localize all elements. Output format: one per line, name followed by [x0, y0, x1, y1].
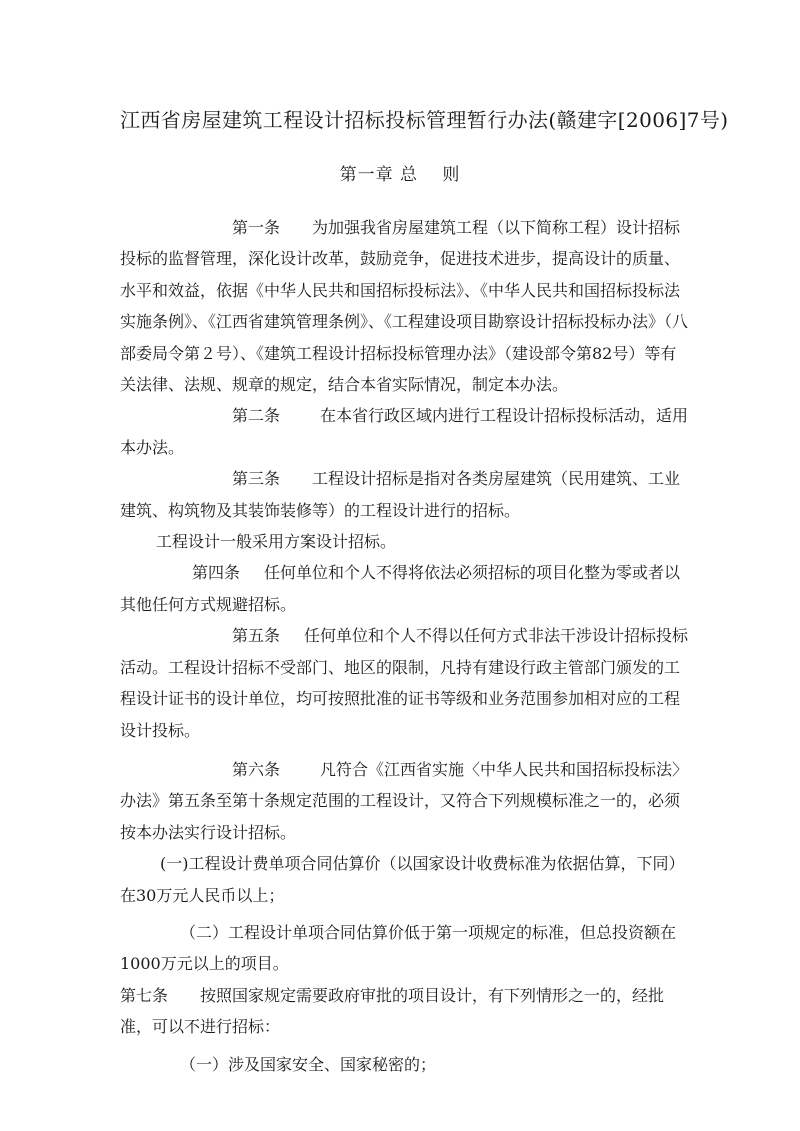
article-7 — [120, 980, 690, 1043]
article-number: 第七条 — [120, 985, 169, 1005]
list-item-text: (一)工程设计费单项合同估算价（以国家设计收费标准为依据估算，下同）在30万元人民币以上； — [120, 854, 685, 905]
paragraph-text: 工程设计一般采用方案设计招标。 — [156, 532, 397, 552]
article-text: 按照国家规定需要政府审批的项目设计，有下列情形之一的，经批准，可以不进行招标： — [120, 985, 665, 1037]
article-6 — [120, 754, 690, 848]
article-number: 第五条 — [232, 626, 281, 646]
paragraph-plain — [120, 526, 690, 557]
list-item-text: （二）工程设计单项合同估算价低于第一项规定的标准，但总投资额在1000万元以上的项目。 — [120, 922, 677, 974]
article-number: 第四条 — [192, 563, 241, 583]
article-number: 第二条 — [232, 406, 281, 426]
list-item-3 — [120, 1049, 690, 1080]
article-text: 工程设计招标是指对各类房屋建筑（民用建筑、工业建筑、构筑物及其装饰装修等）的工程设计进行的招标。 — [120, 469, 681, 520]
article-1 — [120, 212, 690, 400]
article-text: 在本省行政区域内进行工程设计招标投标活动，适用本办法。 — [120, 406, 689, 457]
article-5 — [120, 620, 690, 746]
list-item-2 — [120, 917, 690, 980]
article-number: 第三条 — [232, 469, 281, 489]
article-text: 为加强我省房屋建筑工程（以下简称工程）设计招标投标的监督管理，深化设计改革，鼓励竞争，促进技术进步，提高设计的质量、水平和效益，依据《中华人民共和国招标投标法》、《中华人民共和国招标投标法实施条例》、《江西省建筑管理条例》、《工程建设项目勘察设计招标投标办法》（八部委局令第２号）、《建筑工程设计招标投标管理办法》（建设部令第82号）等有关法律、法规、规章的规定，结合本省实际情况，制定本办法。 — [120, 218, 689, 395]
list-item-1 — [120, 848, 690, 911]
article-3 — [120, 463, 690, 526]
article-2 — [120, 400, 690, 463]
document-title: 江西省房屋建筑工程设计招标投标管理暂行办法(赣建字[2006]7号) — [120, 108, 729, 132]
document-body — [120, 212, 690, 1080]
list-item-text: （一）涉及国家安全、国家秘密的； — [180, 1054, 437, 1074]
article-text: 任何单位和个人不得将依法必须招标的项目化整为零或者以其他任何方式规避招标。 — [120, 563, 681, 614]
article-number: 第六条 — [232, 759, 281, 779]
chapter-heading: 第一章 总 则 — [339, 165, 461, 185]
article-text: 任何单位和个人不得以任何方式非法干涉设计招标投标活动。工程设计招标不受部门、地区的限制，凡持有建设行政主管部门颁发的工程设计证书的设计单位，均可按照批准的证书等级和业务范围参加相对应的工程设计投标。 — [120, 626, 689, 740]
article-4 — [120, 557, 690, 620]
article-text: 凡符合《江西省实施〈中华人民共和国招标投标法〉办法》第五条至第十条规定范围的工程设计，又符合下列规模标准之一的，必须按本办法实行设计招标。 — [120, 759, 689, 842]
article-number: 第一条 — [232, 218, 281, 237]
